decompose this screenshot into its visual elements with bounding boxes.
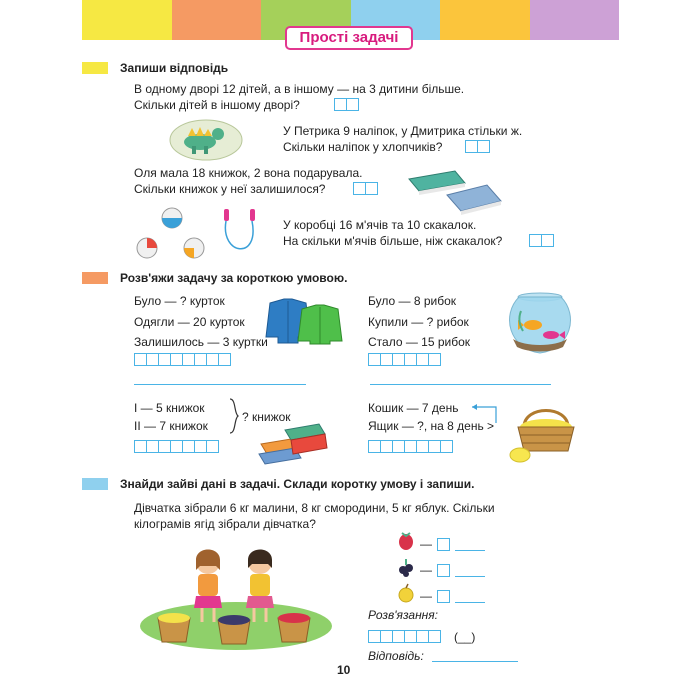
balls-and-jump-rope-icon [132,205,272,263]
apple-icon [397,583,415,603]
task3-answer-boxes[interactable] [353,182,377,195]
task-b-answer-line[interactable] [370,384,551,385]
section3-marker [82,478,108,490]
task3-line2: Скільки книжок у неї залишилося? [134,182,326,196]
raspberry-unit-line[interactable] [455,550,485,551]
task-a-line1: Було — ? курток [134,294,225,308]
page-title: Прості задачі [285,26,413,50]
fish-bowl-icon [505,291,575,357]
task4-answer-boxes[interactable] [529,234,553,247]
raspberry-box[interactable] [437,538,449,551]
books-icon [407,165,507,215]
page-number: 10 [337,663,351,677]
currant-unit-line[interactable] [455,576,485,577]
apple-dash: — [420,589,432,603]
comparison-arrow-icon [470,401,502,425]
task3-text-line1: Дівчатка зібрали 6 кг малини, 8 кг смородини, 5 кг яблук. Скільки [134,501,495,515]
section2-heading: Розв'яжи задачу за короткою умовою. [120,271,348,285]
dinosaur-sticker-icon [168,116,244,162]
task2-answer-boxes[interactable] [465,140,489,153]
section1-heading: Запиши відповідь [120,61,229,75]
task1-answer-boxes[interactable] [334,98,358,111]
currant-icon [397,557,415,577]
task-b-line2: Купили — ? рибок [368,315,469,329]
task-a-line2: Одягли — 20 курток [134,315,245,329]
task-c-line2: II — 7 книжок [134,419,208,433]
raspberry-icon [397,530,415,550]
task-d-solution-boxes[interactable] [368,440,452,453]
task4-line1: У коробці 16 м'ячів та 10 скакалок. [283,218,477,232]
lemon-basket-icon [506,405,586,465]
section3-heading: Знайди зайві дані в задачі. Склади коротку умову і запиши. [120,477,475,491]
currant-dash: — [420,563,432,577]
answer-label: Відповідь: [368,649,424,663]
task-d-line1: Кошик — 7 день [368,401,459,415]
girls-with-baskets-icon [138,540,334,650]
task4-line2: На скільки м'ячів більше, ніж скакалок? [283,234,503,248]
task-b-solution-boxes[interactable] [368,353,440,366]
task-a-answer-line[interactable] [134,384,306,385]
task-b-line3: Стало — 15 рибок [368,335,471,349]
brace-icon [228,397,240,435]
book-stack-icon [257,420,329,466]
task1-line2: Скільки дітей в іншому дворі? [134,98,300,112]
solution-boxes[interactable] [368,630,440,643]
task3-text-line2: кілограмів ягід зібрали дівчатка? [134,517,316,531]
task2-line2: Скільки наліпок у хлопчиків? [283,140,443,154]
task-c-solution-boxes[interactable] [134,440,218,453]
task-b-line1: Було — 8 рибок [368,294,457,308]
task-d-line2: Ящик — ?, на 8 день > [368,419,495,433]
task-c-line1: I — 5 книжок [134,401,205,415]
solution-unit-paren: (__) [454,630,476,644]
task-a-line3: Залишилось — 3 куртки [134,335,268,349]
section2-marker [82,272,108,284]
workbook-page [82,0,619,700]
currant-box[interactable] [437,564,449,577]
raspberry-dash: — [420,537,432,551]
task3-line1: Оля мала 18 книжок, 2 вона подарувала. [134,166,363,180]
section1-marker [82,62,108,74]
solution-label: Розв'язання: [368,608,439,622]
task2-line1: У Петрика 9 наліпок, у Дмитрика стільки ж. [283,124,523,138]
jackets-icon [264,297,346,345]
answer-line[interactable] [432,661,518,662]
apple-unit-line[interactable] [455,602,485,603]
task-c-question: ? книжок [242,410,291,424]
task-a-solution-boxes[interactable] [134,353,230,366]
task1-line1: В одному дворі 12 дітей, а в іншому — на 3 дитини більше. [134,82,465,96]
apple-box[interactable] [437,590,449,603]
